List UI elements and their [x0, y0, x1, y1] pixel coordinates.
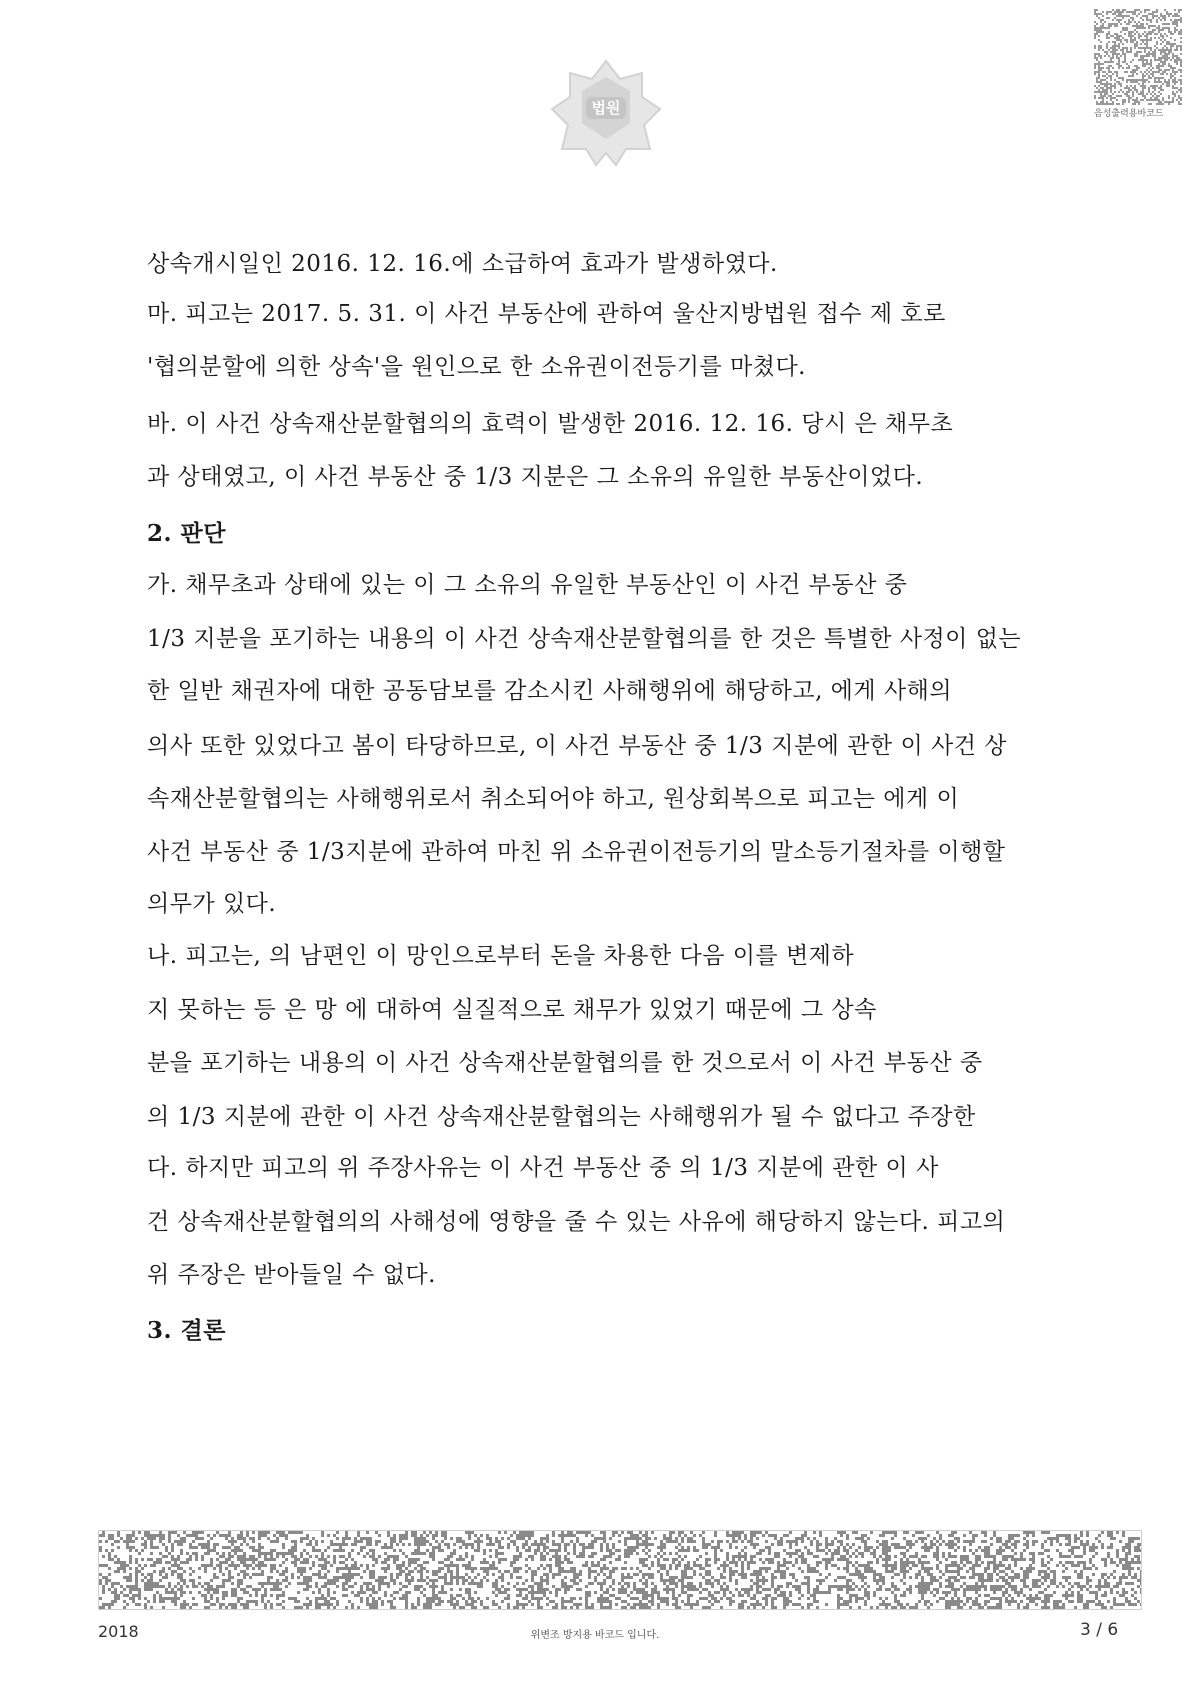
body-line: 과 상태였고, 이 사건 부동산 중 1/3 지분은 그 소유의 유일한 부동산이었다. — [147, 464, 924, 490]
body-line: 속재산분할협의는 사해행위로서 취소되어야 하고, 원상회복으로 피고는 에게 이 — [147, 786, 960, 812]
body-line: 의무가 있다. — [147, 891, 277, 917]
body-line: 사건 부동산 중 1/3지분에 관하여 마친 위 소유권이전등기의 말소등기절차를 이행할 — [147, 839, 1006, 865]
body-line: 바. 이 사건 상속재산분할협의의 효력이 발생한 2016. 12. 16. 당시 은 채무초 — [147, 411, 954, 437]
court-seal-icon — [550, 57, 662, 167]
body-line: 1/3 지분을 포기하는 내용의 이 사건 상속재산분할협의를 한 것은 특별한 사정이 없는 — [147, 626, 1022, 652]
body-line: 마. 피고는 2017. 5. 31. 이 사건 부동산에 관하여 울산지방법원 접수 제 호로 — [147, 301, 946, 327]
qr-code-label: 음성출력용바코드 — [1094, 109, 1164, 119]
qr-code — [1094, 9, 1182, 105]
page-number: 3 / 6 — [1080, 1620, 1119, 1640]
body-line: 가. 채무초과 상태에 있는 이 그 소유의 유일한 부동산인 이 사건 부동산 중 — [147, 572, 908, 598]
footer-barcode-caption: 위변조 방지용 바코드 입니다. — [530, 1630, 660, 1641]
body-line: 다. 하지만 피고의 위 주장사유는 이 사건 부동산 중 의 1/3 지분에 관한 이 사 — [147, 1155, 939, 1181]
body-line: 지 못하는 등 은 망 에 대하여 실질적으로 채무가 있었기 때문에 그 상속 — [147, 997, 877, 1023]
court-seal-text: 법원 — [591, 99, 621, 117]
body-line: 한 일반 채권자에 대한 공동담보를 감소시킨 사해행위에 해당하고, 에게 사해의 — [147, 678, 953, 704]
section-heading: 2. 판단 — [147, 520, 226, 547]
body-line: 상속개시일인 2016. 12. 16.에 소급하여 효과가 발생하였다. — [147, 251, 778, 277]
body-line: 의사 또한 있었다고 봄이 타당하므로, 이 사건 부동산 중 1/3 지분에 관한 이 사건 상 — [147, 733, 1007, 759]
body-line: '협의분할에 의한 상속'을 원인으로 한 소유권이전등기를 마쳤다. — [147, 354, 806, 380]
anti-forgery-barcode — [98, 1530, 1142, 1610]
body-line: 분을 포기하는 내용의 이 사건 상속재산분할협의를 한 것으로서 이 사건 부동산 중 — [147, 1050, 983, 1076]
footer-year: 2018 — [98, 1622, 139, 1641]
body-line: 나. 피고는, 의 남편인 이 망인으로부터 돈을 차용한 다음 이를 변제하 — [147, 943, 855, 969]
body-line: 위 주장은 받아들일 수 없다. — [147, 1262, 436, 1288]
section-heading: 3. 결론 — [147, 1317, 226, 1344]
body-line: 건 상속재산분할협의의 사해성에 영향을 줄 수 있는 사유에 해당하지 않는다. 피고의 — [147, 1209, 1006, 1235]
body-line: 의 1/3 지분에 관한 이 사건 상속재산분할협의는 사해행위가 될 수 없다고 주장한 — [147, 1104, 976, 1130]
